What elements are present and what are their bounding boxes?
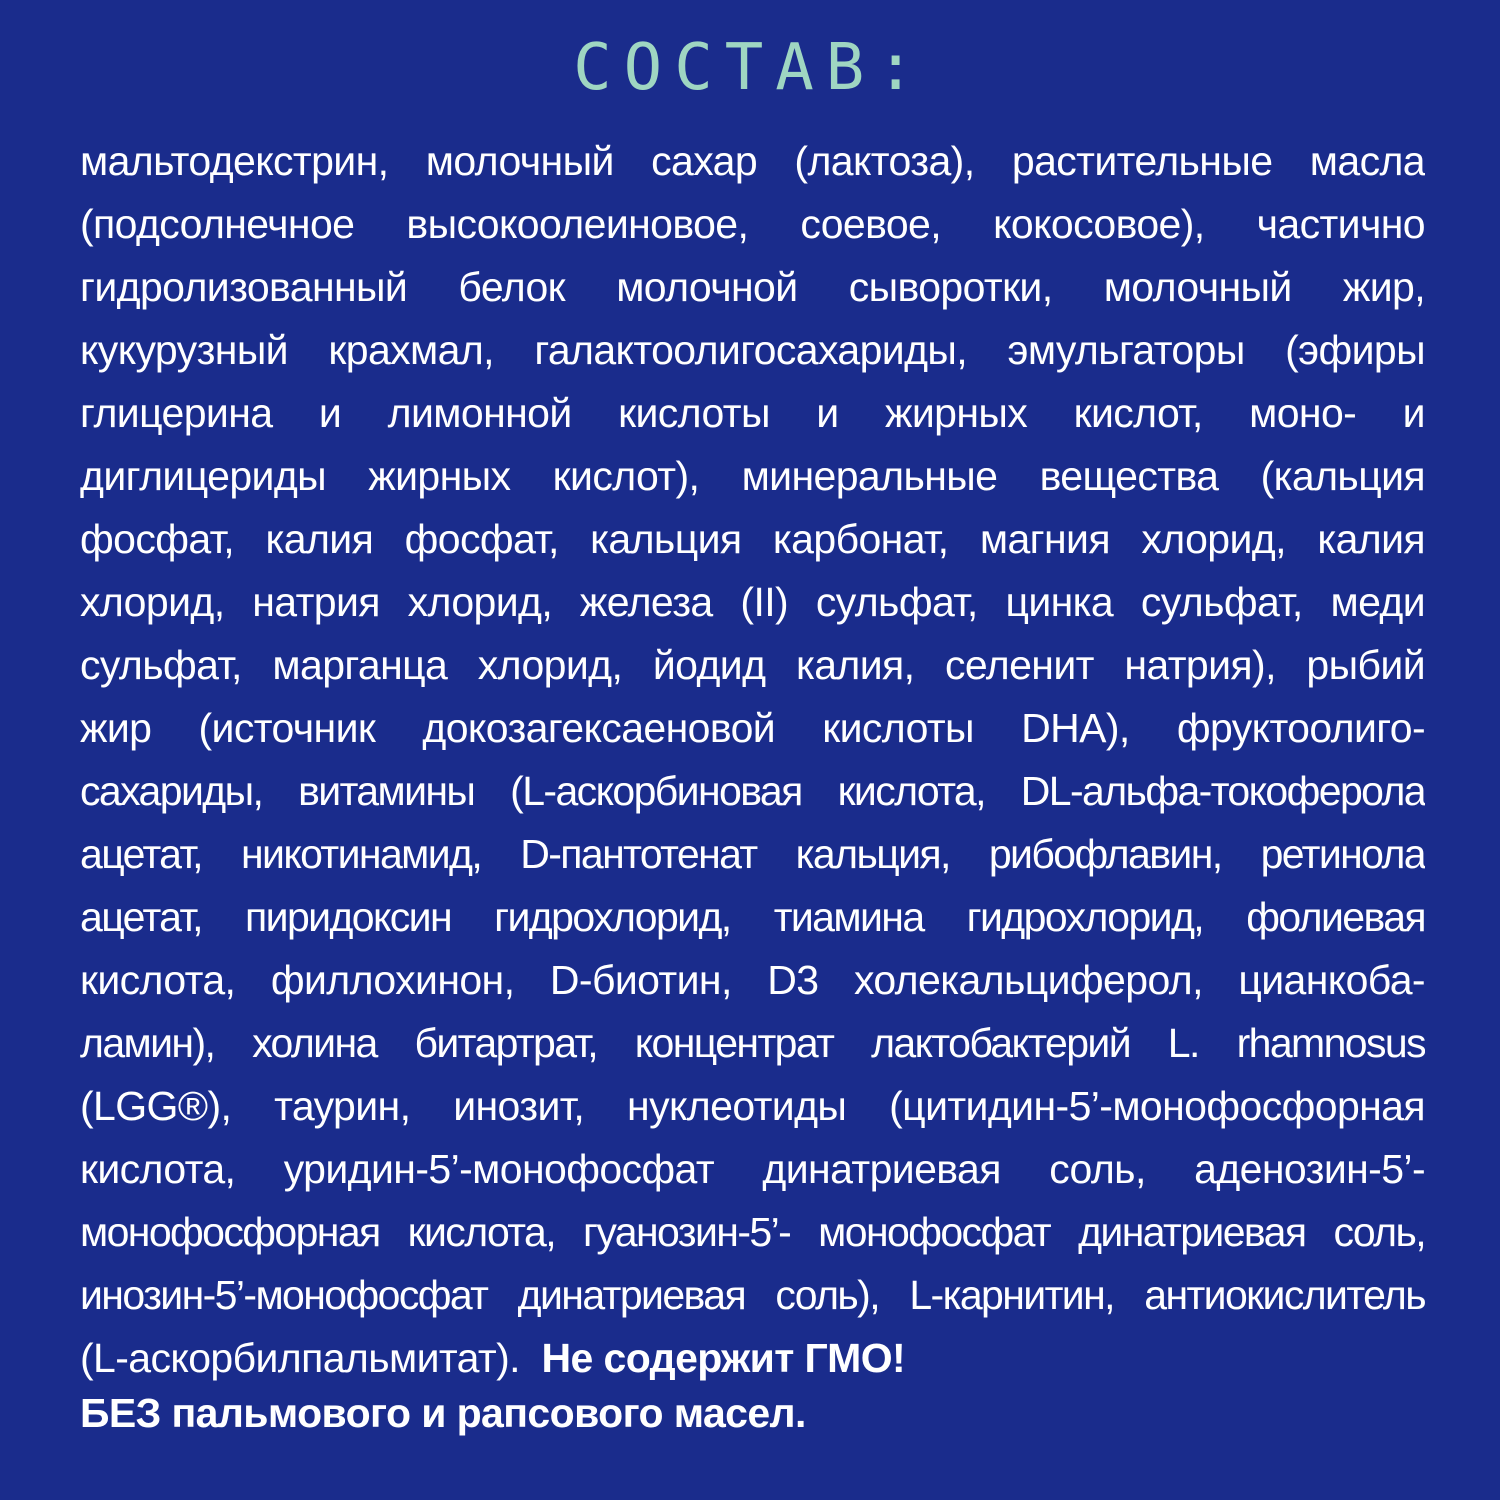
no-gmo-note: Не содержит ГМО! (541, 1335, 906, 1381)
ingredients-line: ацетат, никотинамид, D-пантотенат кальция, рибофлавин, ретинола (80, 831, 1425, 877)
ingredients-line: глицерина и лимонной кислоты и жирных кислот, моно- и (80, 390, 1425, 436)
ingredients-line: хлорид, натрия хлорид, железа (II) сульфат, цинка сульфат, меди (80, 579, 1425, 625)
no-palm-oil-note: БЕЗ пальмового и рапсового масел. (80, 1390, 806, 1436)
ingredients-text (80, 130, 1425, 1390)
ingredients-line: сахариды, витамины (L-аскорбиновая кислота, DL-альфа-токоферола (80, 768, 1425, 814)
ingredients-line: кислота, филлохинон, D-биотин, D3 холекальциферол, цианкоба- (80, 957, 1425, 1003)
ingredients-line: ацетат, пиридоксин гидрохлорид, тиамина гидрохлорид, фолиевая (80, 894, 1425, 940)
ingredients-line: сульфат, марганца хлорид, йодид калия, селенит натрия), рыбий (80, 642, 1425, 688)
ingredients-last-line (80, 1327, 1425, 1390)
ingredients-line: монофосфорная кислота, гуанозин-5’- монофосфат динатриевая соль, (80, 1209, 1425, 1255)
ingredients-line: жир (источник докозагексаеновой кислоты DHA), фруктоолиго- (80, 705, 1425, 751)
ingredients-line-end: (L-аскорбилпальмитат). (80, 1335, 520, 1381)
ingredients-line: кислота, уридин-5’-монофосфат динатриевая соль, аденозин-5’- (80, 1146, 1425, 1192)
ingredients-line: мальтодекстрин, молочный сахар (лактоза), растительные масла (80, 138, 1425, 184)
ingredients-line: ламин), холина битартрат, концентрат лактобактерий L. rhamnosus (80, 1020, 1425, 1066)
ingredients-line: гидролизованный белок молочной сыворотки, молочный жир, (80, 264, 1425, 310)
ingredients-line: кукурузный крахмал, галактоолигосахариды, эмульгаторы (эфиры (80, 327, 1425, 373)
ingredients-line: (подсолнечное высокоолеиновое, соевое, кокосовое), частично (80, 201, 1425, 247)
ingredients-line: инозин-5’-монофосфат динатриевая соль), L-карнитин, антиокислитель (80, 1272, 1425, 1318)
composition-heading: СОСТАВ: (573, 31, 927, 105)
ingredients-line: (LGG®), таурин, инозит, нуклеотиды (цитидин-5’-монофосфорная (80, 1083, 1425, 1129)
ingredients-line: фосфат, калия фосфат, кальция карбонат, магния хлорид, калия (80, 516, 1425, 562)
ingredients-line: диглицериды жирных кислот), минеральные вещества (кальция (80, 453, 1425, 499)
